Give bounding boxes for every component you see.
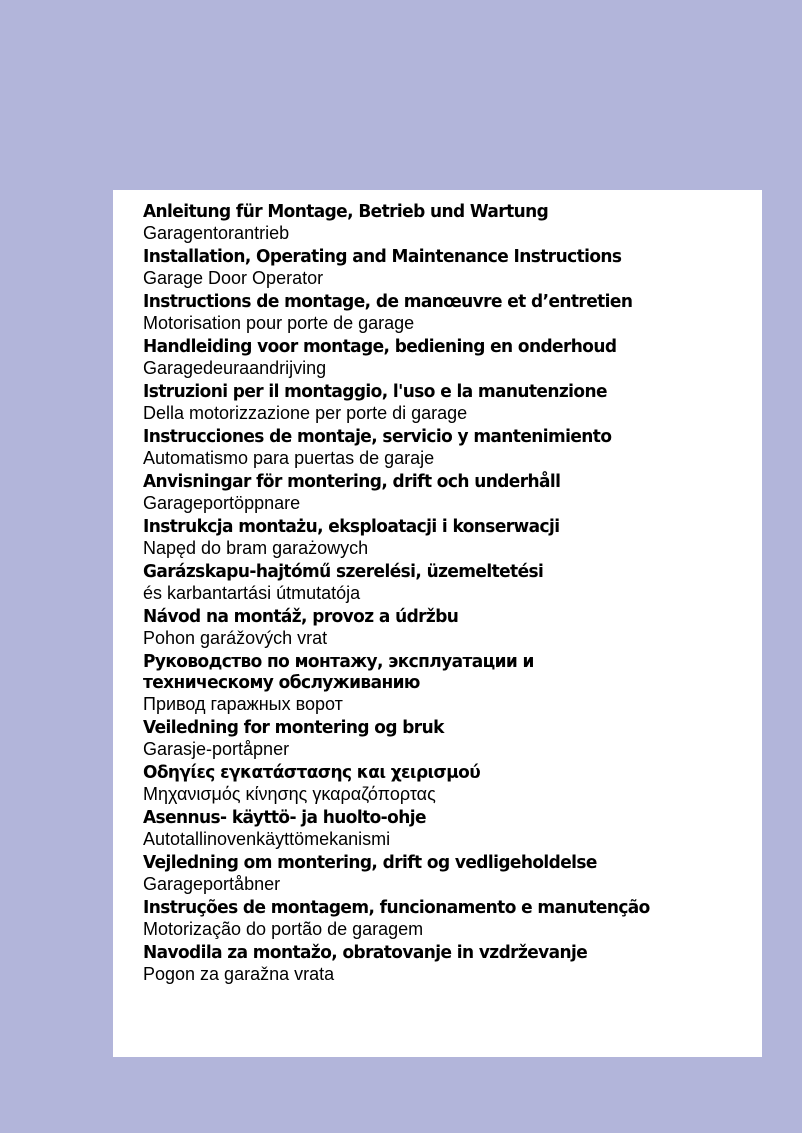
language-entry-hu <box>143 562 743 604</box>
entry-subtitle: Pohon garážových vrat <box>143 628 328 648</box>
language-entry-nl <box>143 337 743 379</box>
entry-subtitle: Привод гаражных ворот <box>143 694 343 714</box>
language-entry-sv <box>143 472 743 514</box>
entry-heading: Veiledning for montering og bruk <box>143 718 444 738</box>
entry-subtitle: Automatismo para puertas de garaje <box>143 448 435 468</box>
entry-subtitle: Garagedeuraandrijving <box>143 358 327 378</box>
language-entry-el <box>143 763 743 805</box>
entry-subtitle: Pogon za garažna vrata <box>143 964 335 984</box>
entry-subtitle: Napęd do bram garażowych <box>143 538 369 558</box>
entry-subtitle: és karbantartási útmutatója <box>143 583 361 603</box>
entry-subtitle: Motorisation pour porte de garage <box>143 313 415 333</box>
entry-heading: Anvisningar för montering, drift och underhåll <box>143 472 561 492</box>
language-entry-ru <box>143 652 743 715</box>
language-entry-es <box>143 427 743 469</box>
entry-subtitle: Garageportåbner <box>143 874 281 894</box>
entry-heading: Instrucciones de montaje, servicio y mantenimiento <box>143 427 612 447</box>
entry-heading: Garázskapu-hajtómű szerelési, üzemeltetési <box>143 562 544 582</box>
entry-subtitle: Garage Door Operator <box>143 268 324 288</box>
language-entry-sl <box>143 943 743 985</box>
entry-heading: Instrukcja montażu, eksploatacji i konserwacji <box>143 517 560 537</box>
language-entry-de <box>143 202 743 244</box>
entry-heading: Handleiding voor montage, bediening en onderhoud <box>143 337 617 357</box>
language-entry-pl <box>143 517 743 559</box>
entry-subtitle: Autotallinovenkäyttömekanismi <box>143 829 391 849</box>
language-entry-en <box>143 247 743 289</box>
cover-panel <box>113 190 762 1057</box>
entry-heading: Installation, Operating and Maintenance Instructions <box>143 247 622 267</box>
entry-heading: Navodila za montažo, obratovanje in vzdrževanje <box>143 943 588 963</box>
entry-heading: Asennus- käyttö- ja huolto-ohje <box>143 808 426 828</box>
language-entry-fi <box>143 808 743 850</box>
entry-heading: Руководство по монтажу, эксплуатации и техническому обслуживанию <box>143 652 534 693</box>
language-entry-no <box>143 718 743 760</box>
entry-subtitle: Motorização do portão de garagem <box>143 919 424 939</box>
entry-subtitle: Garagentorantrieb <box>143 223 290 243</box>
entry-subtitle: Μηχανισμός κίνησης γκαραζόπορτας <box>143 784 436 804</box>
language-entry-da <box>143 853 743 895</box>
language-entry-pt <box>143 898 743 940</box>
language-entry-it <box>143 382 743 424</box>
entry-subtitle: Garageportöppnare <box>143 493 301 513</box>
entry-heading: Anleitung für Montage, Betrieb und Wartung <box>143 202 549 222</box>
language-entry-fr <box>143 292 743 334</box>
language-entry-cs <box>143 607 743 649</box>
entry-heading: Istruzioni per il montaggio, l'uso e la manutenzione <box>143 382 607 402</box>
entry-heading: Οδηγίες εγκατάστασης και χειρισμού <box>143 763 481 783</box>
language-list <box>143 202 743 988</box>
entry-heading: Instruções de montagem, funcionamento e manutenção <box>143 898 650 918</box>
entry-subtitle: Della motorizzazione per porte di garage <box>143 403 468 423</box>
entry-subtitle: Garasje-portåpner <box>143 739 290 759</box>
entry-heading: Vejledning om montering, drift og vedligeholdelse <box>143 853 597 873</box>
entry-heading: Návod na montáž, provoz a údržbu <box>143 607 459 627</box>
entry-heading: Instructions de montage, de manœuvre et d’entretien <box>143 292 633 312</box>
